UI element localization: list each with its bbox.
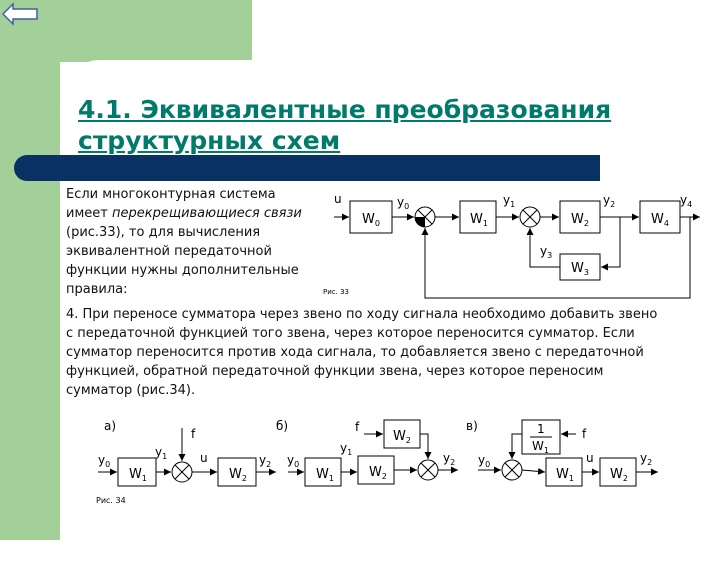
fig34-caption: Рис. 34 — [96, 496, 126, 505]
rule-paragraph: 4. При переносе сумматора через звено по ходу сигнала необходимо добавить звено с передаточной функцией того звена, через которое переносится сумматор. Если сумматор переносится против хода сигнала, то добавляется звено с передаточной функцией, обратной передаточной функции звена, через которое переносим сумматор (рис.34). — [66, 307, 658, 398]
fig34-c-label: в) — [466, 419, 478, 433]
fig34-b-label: б) — [276, 419, 289, 433]
fig33-w4-label: $W_4$ — [651, 212, 669, 228]
fig34-c-y0: $y_0$ — [478, 453, 491, 469]
fig33-input-label: u — [334, 192, 342, 206]
fig33-y4-label: $y_4$ — [680, 193, 693, 209]
fig34-c-f: f — [582, 427, 587, 441]
fig33-y0-label: $y_0$ — [397, 195, 410, 211]
fig33-y1-label: $y_1$ — [503, 193, 516, 209]
intro-emphasis: перекрещивающиеся связи — [111, 206, 302, 221]
fig34-b-y0: $y_0$ — [287, 453, 300, 469]
fig33-w2-label: $W_2$ — [571, 212, 589, 228]
fig34-panel-a — [98, 428, 276, 486]
fig33-caption: Рис. 33 — [323, 288, 349, 296]
fig34-b-w2-forward: $W_2$ — [393, 429, 411, 445]
fig34-b-w1: $W_1$ — [316, 467, 334, 483]
fig34-b-f: f — [355, 420, 360, 434]
fig33-y2-label: $y_2$ — [603, 193, 616, 209]
fig33-w1-label: $W_1$ — [470, 212, 488, 228]
fig34-a-w2: $W_2$ — [229, 467, 247, 483]
fig34-a-label: а) — [104, 419, 117, 433]
fig34-c-y2: $y_2$ — [640, 451, 653, 467]
fig33-y3-label: $y_3$ — [540, 244, 553, 260]
fig34-b-w2: $W_2$ — [369, 465, 387, 481]
fig34-a-w1: $W_1$ — [129, 467, 147, 483]
fig34-c-w1: $W_1$ — [556, 467, 574, 483]
fig34-c-inv-num: 1 — [537, 422, 545, 436]
fig33-w0-label: $W_0$ — [362, 212, 380, 228]
page-title: 4.1. Эквивалентные преобразования структурных схем — [78, 95, 612, 155]
fig34-b-y2: $y_2$ — [443, 451, 456, 467]
fig34-c-inv-den: $W_1$ — [532, 439, 549, 455]
fig34-a-y0: $y_0$ — [98, 453, 111, 469]
fig34-b-y1: $y_1$ — [340, 441, 353, 457]
fig34-a-y2: $y_2$ — [259, 453, 272, 469]
fig34-a-y1: $y_1$ — [155, 445, 168, 461]
fig34-a-f: f — [191, 427, 196, 441]
fig34-c-u: u — [586, 451, 594, 465]
fig34-c-w2: $W_2$ — [610, 467, 628, 483]
fig33-w3-label: $W_3$ — [571, 261, 589, 277]
intro-text-start: Если многоконтурная система имеет — [66, 187, 276, 221]
fig34-a-u: u — [200, 451, 208, 465]
intro-text-end: (рис.33), то для вычисления эквивалентной передаточной функции нужны дополнительные правила: — [66, 225, 299, 297]
